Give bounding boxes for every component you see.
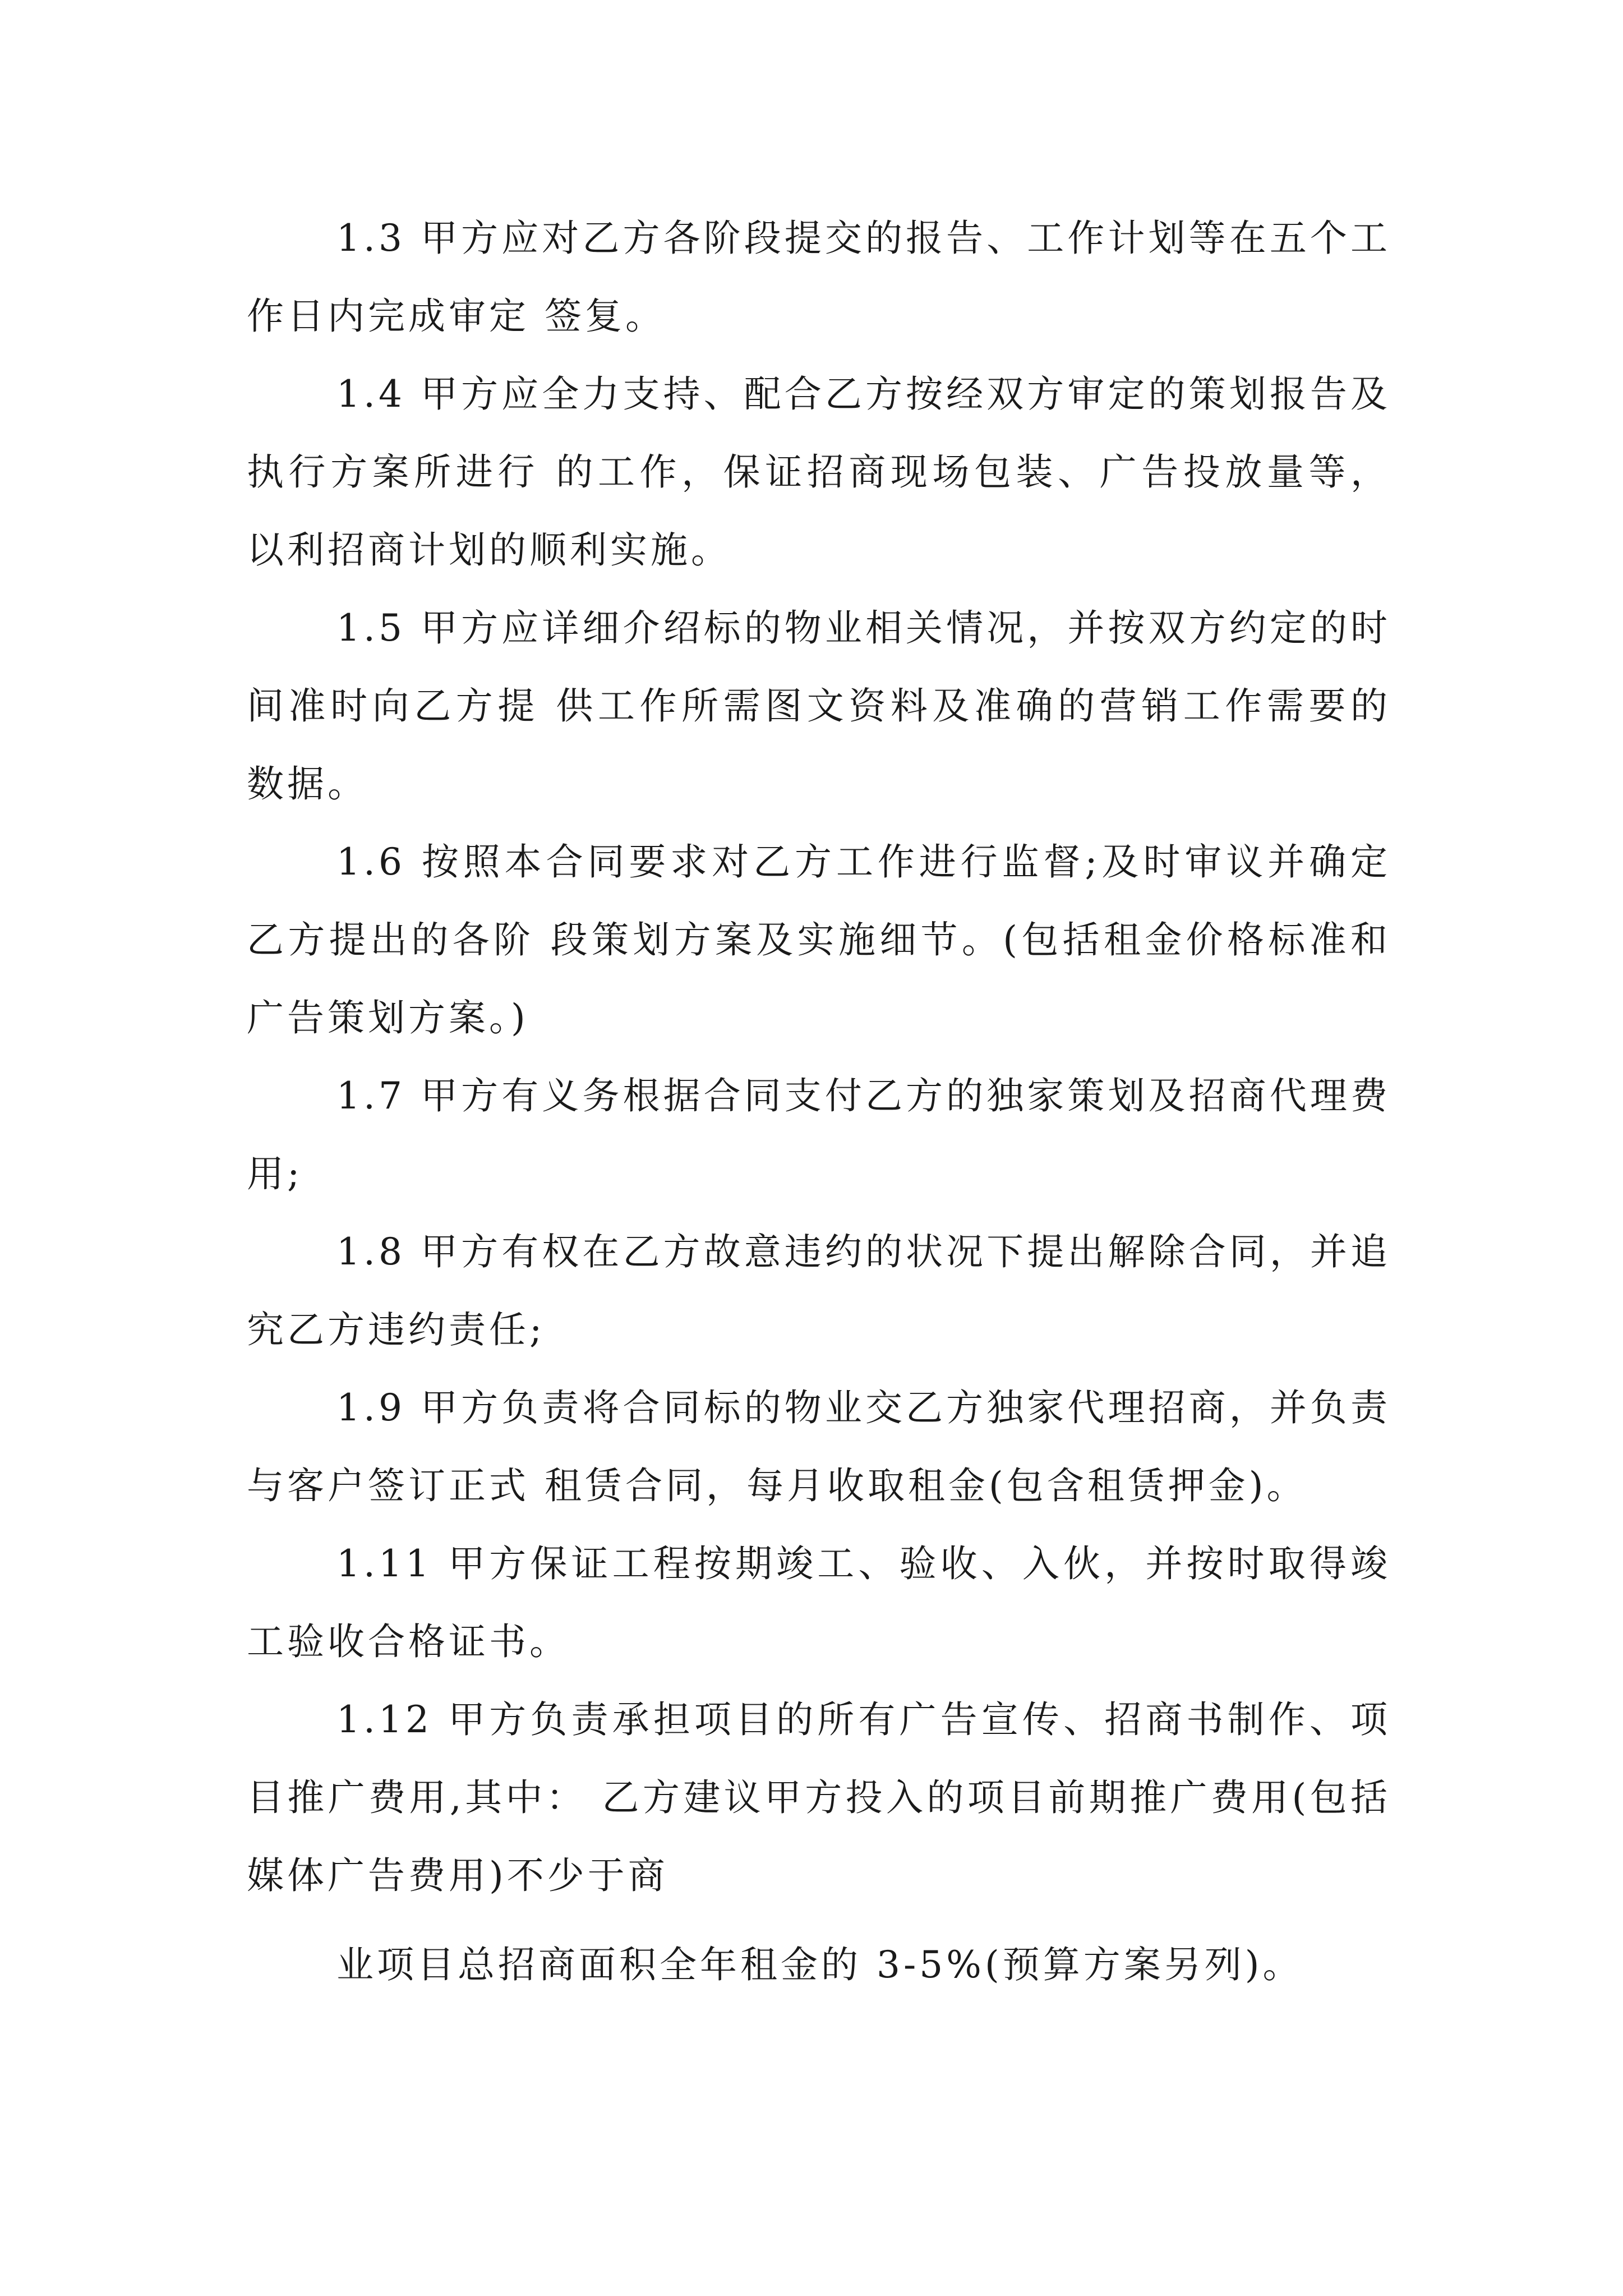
clause-1-11: 1.11 甲方保证工程按期竣工、验收、入伙，并按时取得竣工验收合格证书。 <box>247 1542 1391 1663</box>
clause-1-12: 1.12 甲方负责承担项目的所有广告宣传、招商书制作、项目推广费用,其中： 乙方建议甲方投入的项目前期推广费用(包括媒体广告费用)不少于商 <box>247 1698 1391 1897</box>
clause-1-6: 1.6 按照本合同要求对乙方工作进行监督;及时审议并确定乙方提出的各阶 段策划方案及实施细节。(包括租金价格标准和广告策划方案。) <box>247 840 1391 1039</box>
clause-1-5: 1.5 甲方应详细介绍标的物业相关情况，并按双方约定的时间准时向乙方提 供工作所需图文资料及准确的营销工作需要的数据。 <box>247 606 1391 806</box>
clause-1-7: 1.7 甲方有义务根据合同支付乙方的独家策划及招商代理费用; <box>247 1074 1391 1195</box>
clause-1-8: 1.8 甲方有权在乙方故意违约的状况下提出解除合同，并追究乙方违约责任; <box>247 1230 1391 1351</box>
clause-1-3: 1.3 甲方应对乙方各阶段提交的报告、工作计划等在五个工作日内完成审定 签复。 <box>247 217 1391 338</box>
clause-1-12-continuation: 业项目总招商面积全年租金的 3-5%(预算方案另列)。 <box>336 1943 1303 1986</box>
clause-1-4: 1.4 甲方应全力支持、配合乙方按经双方审定的策划报告及执行方案所进行 的工作，保证招商现场包装、广告投放量等，以利招商计划的顺利实施。 <box>247 372 1391 572</box>
document-body <box>247 199 1391 2004</box>
clause-1-9: 1.9 甲方负责将合同标的物业交乙方独家代理招商，并负责与客户签订正式 租赁合同，每月收取租金(包含租赁押金)。 <box>247 1386 1391 1507</box>
